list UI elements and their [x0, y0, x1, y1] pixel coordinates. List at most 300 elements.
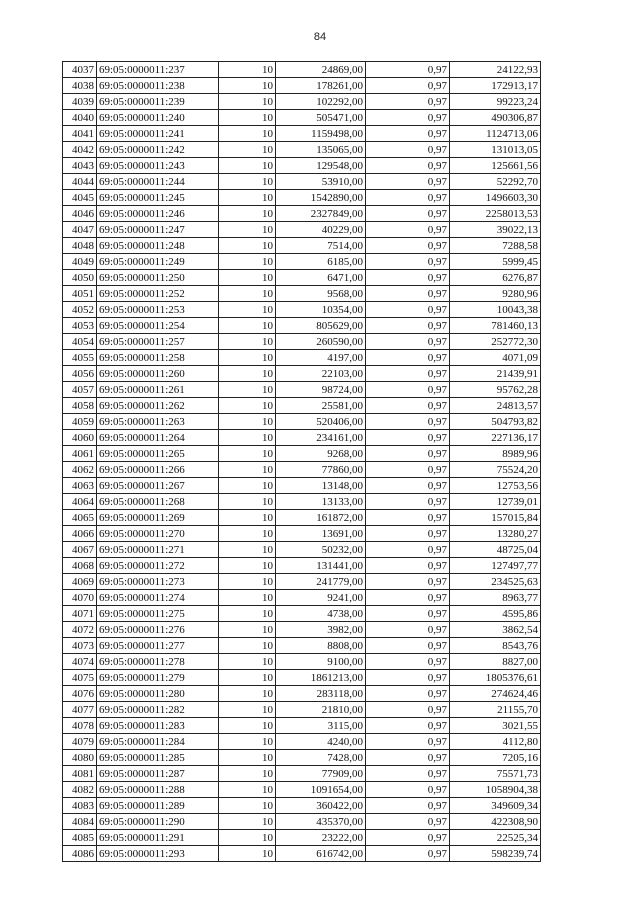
table-row	[63, 750, 541, 766]
base-value-cell: 283118,00	[276, 686, 366, 702]
result-value-cell: 7288,58	[450, 238, 541, 254]
result-value-cell: 131013,05	[450, 142, 541, 158]
table-row	[63, 190, 541, 206]
coefficient-cell: 0,97	[366, 590, 450, 606]
result-value-cell: 75524,20	[450, 462, 541, 478]
share-cell: 10	[219, 126, 276, 142]
cadastral-number-cell: 69:05:0000011:267	[97, 478, 219, 494]
share-cell: 10	[219, 302, 276, 318]
base-value-cell: 9568,00	[276, 286, 366, 302]
result-value-cell: 21439,91	[450, 366, 541, 382]
table-row	[63, 574, 541, 590]
table-row	[63, 62, 541, 78]
result-value-cell: 10043,38	[450, 302, 541, 318]
cadastral-number-cell: 69:05:0000011:241	[97, 126, 219, 142]
cadastral-number-cell: 69:05:0000011:270	[97, 526, 219, 542]
base-value-cell: 616742,00	[276, 846, 366, 862]
share-cell: 10	[219, 798, 276, 814]
base-value-cell: 178261,00	[276, 78, 366, 94]
table-row	[63, 478, 541, 494]
share-cell: 10	[219, 510, 276, 526]
share-cell: 10	[219, 606, 276, 622]
row-number-cell: 4041	[63, 126, 97, 142]
base-value-cell: 135065,00	[276, 142, 366, 158]
result-value-cell: 4071,09	[450, 350, 541, 366]
result-value-cell: 8543,76	[450, 638, 541, 654]
cadastral-number-cell: 69:05:0000011:245	[97, 190, 219, 206]
result-value-cell: 5999,45	[450, 254, 541, 270]
cadastral-number-cell: 69:05:0000011:279	[97, 670, 219, 686]
row-number-cell: 4058	[63, 398, 97, 414]
table-row	[63, 206, 541, 222]
table-row	[63, 286, 541, 302]
cadastral-number-cell: 69:05:0000011:253	[97, 302, 219, 318]
table-row	[63, 302, 541, 318]
base-value-cell: 435370,00	[276, 814, 366, 830]
row-number-cell: 4065	[63, 510, 97, 526]
result-value-cell: 9280,96	[450, 286, 541, 302]
coefficient-cell: 0,97	[366, 654, 450, 670]
table-row	[63, 670, 541, 686]
result-value-cell: 1805376,61	[450, 670, 541, 686]
cadastral-number-cell: 69:05:0000011:272	[97, 558, 219, 574]
cadastral-number-cell: 69:05:0000011:263	[97, 414, 219, 430]
result-value-cell: 1124713,06	[450, 126, 541, 142]
coefficient-cell: 0,97	[366, 798, 450, 814]
share-cell: 10	[219, 78, 276, 94]
result-value-cell: 48725,04	[450, 542, 541, 558]
cadastral-number-cell: 69:05:0000011:275	[97, 606, 219, 622]
share-cell: 10	[219, 750, 276, 766]
share-cell: 10	[219, 558, 276, 574]
base-value-cell: 10354,00	[276, 302, 366, 318]
cadastral-number-cell: 69:05:0000011:237	[97, 62, 219, 78]
row-number-cell: 4074	[63, 654, 97, 670]
result-value-cell: 8827,00	[450, 654, 541, 670]
table-row	[63, 334, 541, 350]
share-cell: 10	[219, 526, 276, 542]
row-number-cell: 4056	[63, 366, 97, 382]
cadastral-number-cell: 69:05:0000011:252	[97, 286, 219, 302]
row-number-cell: 4037	[63, 62, 97, 78]
share-cell: 10	[219, 318, 276, 334]
cadastral-number-cell: 69:05:0000011:244	[97, 174, 219, 190]
table-row	[63, 526, 541, 542]
share-cell: 10	[219, 174, 276, 190]
coefficient-cell: 0,97	[366, 574, 450, 590]
table-row	[63, 238, 541, 254]
cadastral-number-cell: 69:05:0000011:257	[97, 334, 219, 350]
coefficient-cell: 0,97	[366, 462, 450, 478]
table-row	[63, 718, 541, 734]
share-cell: 10	[219, 462, 276, 478]
row-number-cell: 4059	[63, 414, 97, 430]
coefficient-cell: 0,97	[366, 430, 450, 446]
row-number-cell: 4042	[63, 142, 97, 158]
row-number-cell: 4057	[63, 382, 97, 398]
base-value-cell: 3982,00	[276, 622, 366, 638]
result-value-cell: 13280,27	[450, 526, 541, 542]
cadastral-number-cell: 69:05:0000011:269	[97, 510, 219, 526]
result-value-cell: 349609,34	[450, 798, 541, 814]
share-cell: 10	[219, 238, 276, 254]
result-value-cell: 21155,70	[450, 702, 541, 718]
row-number-cell: 4053	[63, 318, 97, 334]
share-cell: 10	[219, 270, 276, 286]
row-number-cell: 4043	[63, 158, 97, 174]
share-cell: 10	[219, 734, 276, 750]
cadastral-number-cell: 69:05:0000011:266	[97, 462, 219, 478]
table-row	[63, 798, 541, 814]
row-number-cell: 4063	[63, 478, 97, 494]
coefficient-cell: 0,97	[366, 846, 450, 862]
coefficient-cell: 0,97	[366, 446, 450, 462]
cadastral-number-cell: 69:05:0000011:242	[97, 142, 219, 158]
cadastral-number-cell: 69:05:0000011:239	[97, 94, 219, 110]
share-cell: 10	[219, 718, 276, 734]
table-row	[63, 254, 541, 270]
base-value-cell: 40229,00	[276, 222, 366, 238]
result-value-cell: 598239,74	[450, 846, 541, 862]
result-value-cell: 422308,90	[450, 814, 541, 830]
table-row	[63, 702, 541, 718]
base-value-cell: 3115,00	[276, 718, 366, 734]
result-value-cell: 125661,56	[450, 158, 541, 174]
share-cell: 10	[219, 766, 276, 782]
row-number-cell: 4070	[63, 590, 97, 606]
share-cell: 10	[219, 414, 276, 430]
result-value-cell: 252772,30	[450, 334, 541, 350]
coefficient-cell: 0,97	[366, 206, 450, 222]
base-value-cell: 2327849,00	[276, 206, 366, 222]
coefficient-cell: 0,97	[366, 750, 450, 766]
cadastral-number-cell: 69:05:0000011:265	[97, 446, 219, 462]
table-row	[63, 222, 541, 238]
table-row	[63, 766, 541, 782]
table-row	[63, 318, 541, 334]
row-number-cell: 4055	[63, 350, 97, 366]
row-number-cell: 4051	[63, 286, 97, 302]
cadastral-number-cell: 69:05:0000011:248	[97, 238, 219, 254]
cadastral-number-cell: 69:05:0000011:261	[97, 382, 219, 398]
row-number-cell: 4064	[63, 494, 97, 510]
row-number-cell: 4045	[63, 190, 97, 206]
row-number-cell: 4073	[63, 638, 97, 654]
table-row	[63, 382, 541, 398]
coefficient-cell: 0,97	[366, 638, 450, 654]
cadastral-number-cell: 69:05:0000011:238	[97, 78, 219, 94]
coefficient-cell: 0,97	[366, 510, 450, 526]
table-row	[63, 686, 541, 702]
table-row	[63, 558, 541, 574]
coefficient-cell: 0,97	[366, 142, 450, 158]
cadastral-number-cell: 69:05:0000011:249	[97, 254, 219, 270]
table-row	[63, 142, 541, 158]
result-value-cell: 24813,57	[450, 398, 541, 414]
result-value-cell: 7205,16	[450, 750, 541, 766]
share-cell: 10	[219, 382, 276, 398]
base-value-cell: 4738,00	[276, 606, 366, 622]
coefficient-cell: 0,97	[366, 334, 450, 350]
coefficient-cell: 0,97	[366, 830, 450, 846]
table-row	[63, 654, 541, 670]
base-value-cell: 13133,00	[276, 494, 366, 510]
row-number-cell: 4038	[63, 78, 97, 94]
share-cell: 10	[219, 222, 276, 238]
base-value-cell: 241779,00	[276, 574, 366, 590]
share-cell: 10	[219, 494, 276, 510]
table-row	[63, 94, 541, 110]
cadastral-number-cell: 69:05:0000011:277	[97, 638, 219, 654]
table-row	[63, 174, 541, 190]
row-number-cell: 4039	[63, 94, 97, 110]
table-row	[63, 270, 541, 286]
coefficient-cell: 0,97	[366, 670, 450, 686]
coefficient-cell: 0,97	[366, 606, 450, 622]
share-cell: 10	[219, 686, 276, 702]
base-value-cell: 1091654,00	[276, 782, 366, 798]
base-value-cell: 6185,00	[276, 254, 366, 270]
cadastral-number-cell: 69:05:0000011:288	[97, 782, 219, 798]
base-value-cell: 13691,00	[276, 526, 366, 542]
coefficient-cell: 0,97	[366, 782, 450, 798]
result-value-cell: 24122,93	[450, 62, 541, 78]
result-value-cell: 3862,54	[450, 622, 541, 638]
share-cell: 10	[219, 574, 276, 590]
row-number-cell: 4050	[63, 270, 97, 286]
result-value-cell: 12753,56	[450, 478, 541, 494]
base-value-cell: 805629,00	[276, 318, 366, 334]
share-cell: 10	[219, 94, 276, 110]
base-value-cell: 24869,00	[276, 62, 366, 78]
result-value-cell: 4112,80	[450, 734, 541, 750]
base-value-cell: 161872,00	[276, 510, 366, 526]
share-cell: 10	[219, 702, 276, 718]
table-row	[63, 590, 541, 606]
share-cell: 10	[219, 638, 276, 654]
result-value-cell: 6276,87	[450, 270, 541, 286]
coefficient-cell: 0,97	[366, 622, 450, 638]
coefficient-cell: 0,97	[366, 126, 450, 142]
row-number-cell: 4060	[63, 430, 97, 446]
table-row	[63, 814, 541, 830]
cadastral-number-cell: 69:05:0000011:247	[97, 222, 219, 238]
result-value-cell: 157015,84	[450, 510, 541, 526]
result-value-cell: 127497,77	[450, 558, 541, 574]
table-row	[63, 350, 541, 366]
base-value-cell: 77909,00	[276, 766, 366, 782]
share-cell: 10	[219, 158, 276, 174]
row-number-cell: 4080	[63, 750, 97, 766]
share-cell: 10	[219, 830, 276, 846]
base-value-cell: 77860,00	[276, 462, 366, 478]
share-cell: 10	[219, 622, 276, 638]
result-value-cell: 75571,73	[450, 766, 541, 782]
row-number-cell: 4067	[63, 542, 97, 558]
cadastral-number-cell: 69:05:0000011:284	[97, 734, 219, 750]
coefficient-cell: 0,97	[366, 190, 450, 206]
base-value-cell: 9268,00	[276, 446, 366, 462]
row-number-cell: 4079	[63, 734, 97, 750]
row-number-cell: 4054	[63, 334, 97, 350]
share-cell: 10	[219, 398, 276, 414]
cadastral-number-cell: 69:05:0000011:280	[97, 686, 219, 702]
page-number: 84	[313, 31, 327, 43]
coefficient-cell: 0,97	[366, 718, 450, 734]
table-row	[63, 446, 541, 462]
result-value-cell: 1496603,30	[450, 190, 541, 206]
base-value-cell: 1159498,00	[276, 126, 366, 142]
coefficient-cell: 0,97	[366, 814, 450, 830]
share-cell: 10	[219, 254, 276, 270]
base-value-cell: 23222,00	[276, 830, 366, 846]
row-number-cell: 4049	[63, 254, 97, 270]
table-row	[63, 734, 541, 750]
table-row	[63, 398, 541, 414]
cadastral-number-cell: 69:05:0000011:262	[97, 398, 219, 414]
share-cell: 10	[219, 814, 276, 830]
table-row	[63, 638, 541, 654]
result-value-cell: 8989,96	[450, 446, 541, 462]
result-value-cell: 39022,13	[450, 222, 541, 238]
row-number-cell: 4044	[63, 174, 97, 190]
cadastral-number-cell: 69:05:0000011:243	[97, 158, 219, 174]
share-cell: 10	[219, 206, 276, 222]
row-number-cell: 4062	[63, 462, 97, 478]
table-row	[63, 78, 541, 94]
result-value-cell: 2258013,53	[450, 206, 541, 222]
coefficient-cell: 0,97	[366, 302, 450, 318]
coefficient-cell: 0,97	[366, 350, 450, 366]
base-value-cell: 4197,00	[276, 350, 366, 366]
result-value-cell: 234525,63	[450, 574, 541, 590]
row-number-cell: 4066	[63, 526, 97, 542]
row-number-cell: 4069	[63, 574, 97, 590]
share-cell: 10	[219, 286, 276, 302]
coefficient-cell: 0,97	[366, 222, 450, 238]
base-value-cell: 21810,00	[276, 702, 366, 718]
coefficient-cell: 0,97	[366, 734, 450, 750]
result-value-cell: 8963,77	[450, 590, 541, 606]
result-value-cell: 781460,13	[450, 318, 541, 334]
row-number-cell: 4075	[63, 670, 97, 686]
cadastral-number-cell: 69:05:0000011:258	[97, 350, 219, 366]
row-number-cell: 4081	[63, 766, 97, 782]
parcel-table	[62, 61, 541, 862]
row-number-cell: 4048	[63, 238, 97, 254]
base-value-cell: 7428,00	[276, 750, 366, 766]
base-value-cell: 25581,00	[276, 398, 366, 414]
cadastral-number-cell: 69:05:0000011:276	[97, 622, 219, 638]
share-cell: 10	[219, 142, 276, 158]
table-row	[63, 110, 541, 126]
base-value-cell: 102292,00	[276, 94, 366, 110]
row-number-cell: 4085	[63, 830, 97, 846]
result-value-cell: 227136,17	[450, 430, 541, 446]
base-value-cell: 505471,00	[276, 110, 366, 126]
cadastral-number-cell: 69:05:0000011:271	[97, 542, 219, 558]
base-value-cell: 9100,00	[276, 654, 366, 670]
base-value-cell: 98724,00	[276, 382, 366, 398]
cadastral-number-cell: 69:05:0000011:273	[97, 574, 219, 590]
coefficient-cell: 0,97	[366, 318, 450, 334]
share-cell: 10	[219, 542, 276, 558]
base-value-cell: 131441,00	[276, 558, 366, 574]
result-value-cell: 52292,70	[450, 174, 541, 190]
share-cell: 10	[219, 446, 276, 462]
coefficient-cell: 0,97	[366, 702, 450, 718]
base-value-cell: 50232,00	[276, 542, 366, 558]
coefficient-cell: 0,97	[366, 78, 450, 94]
coefficient-cell: 0,97	[366, 94, 450, 110]
share-cell: 10	[219, 430, 276, 446]
cadastral-number-cell: 69:05:0000011:285	[97, 750, 219, 766]
cadastral-number-cell: 69:05:0000011:260	[97, 366, 219, 382]
table-row	[63, 430, 541, 446]
cadastral-number-cell: 69:05:0000011:282	[97, 702, 219, 718]
result-value-cell: 4595,86	[450, 606, 541, 622]
row-number-cell: 4083	[63, 798, 97, 814]
cadastral-number-cell: 69:05:0000011:283	[97, 718, 219, 734]
table-row	[63, 542, 541, 558]
share-cell: 10	[219, 110, 276, 126]
base-value-cell: 6471,00	[276, 270, 366, 286]
coefficient-cell: 0,97	[366, 110, 450, 126]
coefficient-cell: 0,97	[366, 254, 450, 270]
cadastral-number-cell: 69:05:0000011:289	[97, 798, 219, 814]
base-value-cell: 360422,00	[276, 798, 366, 814]
cadastral-number-cell: 69:05:0000011:250	[97, 270, 219, 286]
share-cell: 10	[219, 334, 276, 350]
table-row	[63, 782, 541, 798]
row-number-cell: 4076	[63, 686, 97, 702]
row-number-cell: 4071	[63, 606, 97, 622]
coefficient-cell: 0,97	[366, 398, 450, 414]
cadastral-number-cell: 69:05:0000011:291	[97, 830, 219, 846]
base-value-cell: 22103,00	[276, 366, 366, 382]
row-number-cell: 4086	[63, 846, 97, 862]
table-row	[63, 830, 541, 846]
coefficient-cell: 0,97	[366, 382, 450, 398]
coefficient-cell: 0,97	[366, 494, 450, 510]
share-cell: 10	[219, 846, 276, 862]
cadastral-number-cell: 69:05:0000011:293	[97, 846, 219, 862]
coefficient-cell: 0,97	[366, 558, 450, 574]
base-value-cell: 8808,00	[276, 638, 366, 654]
cadastral-number-cell: 69:05:0000011:287	[97, 766, 219, 782]
coefficient-cell: 0,97	[366, 366, 450, 382]
cadastral-number-cell: 69:05:0000011:274	[97, 590, 219, 606]
cadastral-number-cell: 69:05:0000011:268	[97, 494, 219, 510]
result-value-cell: 274624,46	[450, 686, 541, 702]
coefficient-cell: 0,97	[366, 270, 450, 286]
result-value-cell: 172913,17	[450, 78, 541, 94]
share-cell: 10	[219, 62, 276, 78]
base-value-cell: 9241,00	[276, 590, 366, 606]
result-value-cell: 22525,34	[450, 830, 541, 846]
coefficient-cell: 0,97	[366, 158, 450, 174]
result-value-cell: 95762,28	[450, 382, 541, 398]
row-number-cell: 4046	[63, 206, 97, 222]
row-number-cell: 4052	[63, 302, 97, 318]
coefficient-cell: 0,97	[366, 238, 450, 254]
row-number-cell: 4047	[63, 222, 97, 238]
result-value-cell: 3021,55	[450, 718, 541, 734]
row-number-cell: 4068	[63, 558, 97, 574]
table-row	[63, 622, 541, 638]
coefficient-cell: 0,97	[366, 286, 450, 302]
base-value-cell: 4240,00	[276, 734, 366, 750]
